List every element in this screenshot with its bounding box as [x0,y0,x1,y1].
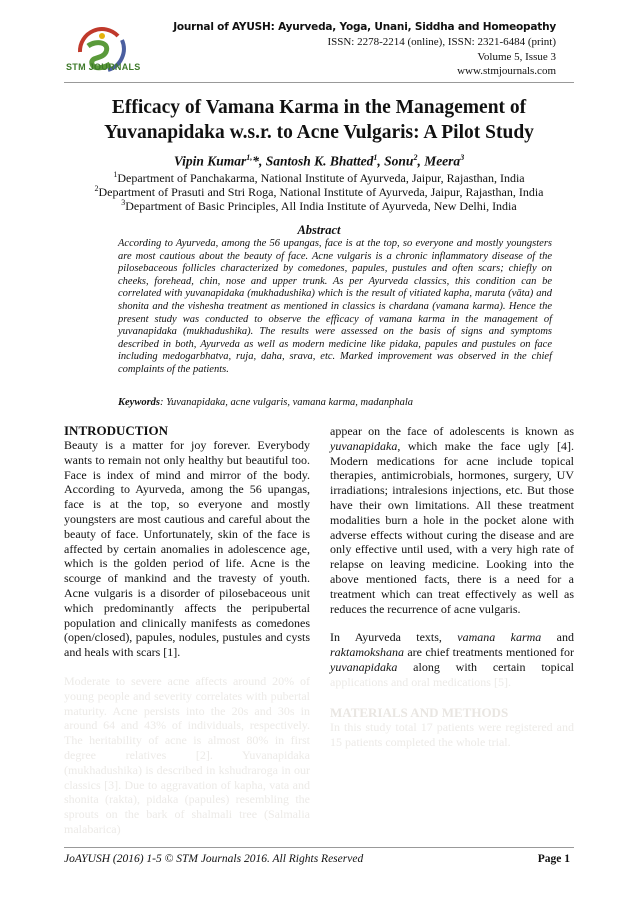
keywords-text: : Yuvanapidaka, acne vulgaris, vamana karma, madanphala [160,397,414,408]
affiliation-1-text: Department of Panchakarma, National Institute of Ayurveda, Jaipur, Rajasthan, India [117,171,525,185]
intro-paragraph-3 [330,424,574,616]
author-4-sup: 3 [460,153,465,162]
page-number: Page 1 [537,853,570,865]
footer-divider [64,847,574,848]
intro-paragraph-1: Beauty is a matter for joy forever. Everybody wants to remain not only healthy but beautiful too. Face is index of mind and mirror of the body. According to Ayurveda, among the 56 upangas, face is at the top, so everyone and mostly youngsters are most cautious and careful about the beauty of face. Unfortunately, skin of the face is affected by certain anomalies in adolescence age, which is the golden period of life. Acne is the scourge of mankind and the travesty of youth. Acne vulgaris is a disorder of pilosebaceous unit which predominantly affects the peripubertal population and clinically manifests as comedones (open/closed), papules, nodules, pustules and cysts and heals with scars [1]. [64,438,310,660]
affiliation-2-text: Department of Prasuti and Stri Roga, National Institute of Ayurveda, Jaipur, Rajasthan, India [98,185,544,199]
author-3: , Sonu [377,153,414,169]
text-span: are chief treatments mentioned for [404,645,574,660]
text-span: along with certain topical [397,659,574,674]
affiliation-3 [30,196,608,213]
intro-paragraph-2-faded: Moderate to severe acne affects around 20% of young people and severity correlates with pubertal maturity. Acne persists into the 20s and 30s in around 64 and 43% of individuals, respectively. The heritability of acne is almost 80% in first degree relatives [2]. Yuvanapidaka (mukhadushika) is described in kshudraroga in our classics [3]. Due to aggravation of kapha, vata and shonita (rakta), pidaka (papules) resembling the sprouts on the bark of shalmali tree (Salmalia malabarica) [64,673,310,836]
methods-heading-faded: MATERIALS AND METHODS [330,704,509,720]
text-span: , which make the face ugly [4]. Modern medications for acne include topical therapies, antimicrobials, hormones, surgery, UV irradiations; intralesions injections, etc. But those have their own limitations. All these treatment modalities burn a hole in the pocket alone with adverse effects without curing the disease and are only effective until used, with a very high rate of relapse on leaving medicine. Looking into the above mentioned facts, there is a need for a treatment which can treat effectively as well as reduces the recurrence of acne vulgaris. [330,438,574,616]
right-column [330,424,574,750]
left-column [64,423,310,837]
journal-header [173,20,556,79]
author-1-sup: 1, [246,153,253,162]
author-2-sup: 1 [373,153,378,162]
logo-label: STM JOURNALS [66,62,141,72]
affiliation-3-text: Department of Basic Principles, All India Institute of Ayurveda, New Delhi, India [125,199,517,213]
header-divider [64,82,574,83]
affiliation-3-num: 3 [121,198,126,207]
keywords-label: Keywords [118,397,160,408]
term-raktamokshana: raktamokshana [330,645,404,660]
paper-title [64,95,574,145]
term-yuvanapidaka: yuvanapidaka [330,659,398,674]
author-1: Vipin Kumar [173,153,247,169]
affiliation-1-num: 1 [113,170,118,179]
text-span: appear on the face of adolescents is known as [330,424,574,438]
author-2: , Santosh K. Bhatted [258,153,374,169]
intro-paragraph-4 [330,630,574,689]
title-line-1: Efficacy of Vamana Karma in the Management of [111,97,527,118]
issn: ISSN: 2278-2214 (online), ISSN: 2321-6484 (print) [327,36,556,48]
title-line-2: Yuvanapidaka w.s.r. to Acne Vulgaris: A Pilot Study [104,122,534,143]
stm-journals-logo [66,22,136,84]
abstract-heading: Abstract [297,223,341,237]
faded-text: applications and oral medications [5]. [330,674,511,689]
text-span: and [541,630,574,645]
text-span: In Ayurveda texts, [330,630,458,645]
term-vamana-karma: vamana karma [457,630,542,645]
introduction-heading: INTRODUCTION [64,423,169,438]
abstract-text: According to Ayurveda, among the 56 upangas, face is at the top, so everyone and mostly youngsters are most cautious about the beauty of face. Acne vulgaris is a chronic inflammatory disease of the pilosebaceous follicles characterized by comedones, papules, pustules and often scars; chiefly on cheeks, forehead, chin, nose and upper trunk. As per Ayurveda classics, this condition can be correlated with yuvanapidaka (mukhadushika) which is the result of vitiated kapha, maruta (vāta) and shonita and the vishesha treatment as mentioned in classics is chardana (vamana karma). Hence the present study was conducted to observe the efficacy of vamana karma in the management of yuvanapidaka (mukhadushika). The results were assessed on the basis of signs and symptoms described in both, Ayurveda as well as modern medicine like pidaka, papules and pustules on face including medogarbhatva, ruja, daha, srava, etc. Marked improvement was observed in the chief complaints of the patients. [118,238,552,375]
footer-citation: JoAYUSH (2016) 1-5 © STM Journals 2016. All Rights Reserved [64,853,364,865]
author-1-corresponding: * [252,153,259,169]
author-3-sup: 2 [413,153,418,162]
journal-name: Journal of AYUSH: Ayurveda, Yoga, Unani, Siddha and Homeopathy [173,21,556,33]
methods-text-faded: In this study total 17 patients were registered and 15 patients completed the whole trial. [330,720,574,750]
journal-website[interactable]: www.stmjournals.com [457,65,556,77]
author-4: , Meera [417,153,461,169]
term-yuvanapidaka: yuvanapidaka [330,438,398,453]
keywords [118,397,552,408]
affiliation-2-num: 2 [94,184,99,193]
volume-issue: Volume 5, Issue 3 [477,50,556,63]
